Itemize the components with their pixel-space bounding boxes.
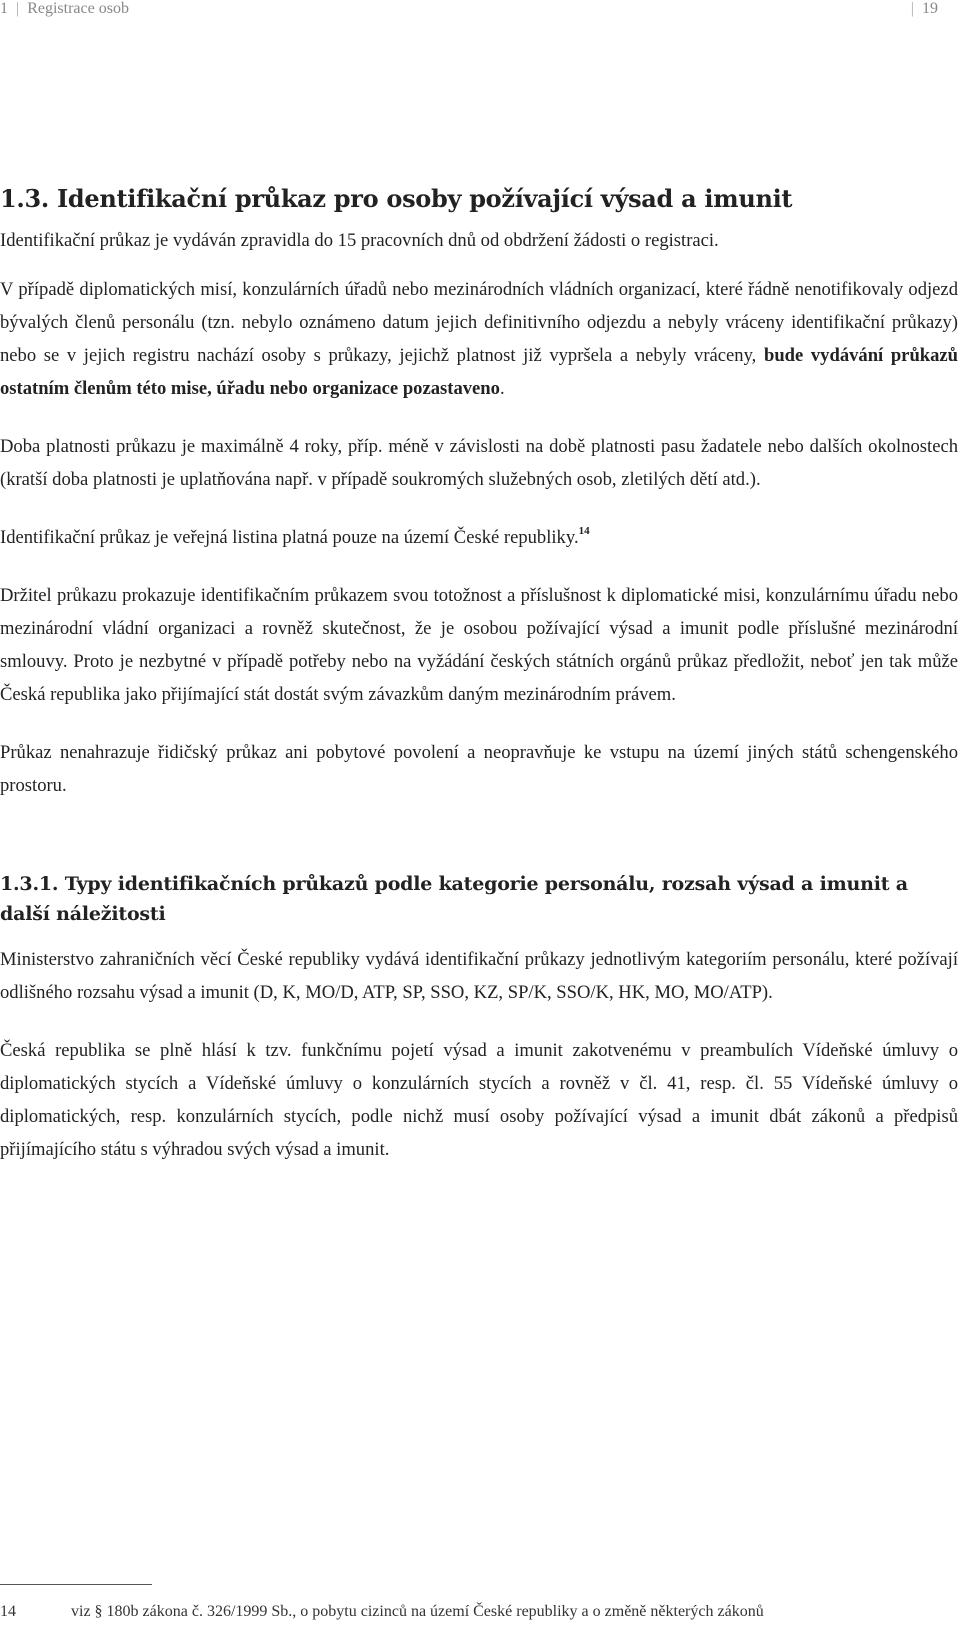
paragraph-not-replacing: Průkaz nenahrazuje řidičský průkaz ani pobytové povolení a neopravňuje ke vstupu na území jiných států schengenského prostoru. [0, 742, 958, 796]
section-heading-1-3: 1.3. Identifikační průkaz pro osoby požívající výsad a imunit [0, 184, 793, 213]
paragraph-public-document [0, 521, 958, 554]
header-separator: | [16, 0, 20, 17]
footnote-text: viz § 180b zákona č. 326/1999 Sb., o pobytu cizinců na území České republiky a o změně některých zákonů [71, 1603, 764, 1620]
header-chapter-number: 1 [0, 0, 8, 17]
suspension-end: . [499, 378, 505, 399]
header-chapter-info [0, 0, 129, 18]
page-number: 19 [922, 0, 938, 17]
paragraph-suspension [0, 273, 958, 405]
footnote-number: 14 [0, 1603, 16, 1620]
public-document-text: Identifikační průkaz je veřejná listina platná pouze na území České republiky. [0, 527, 579, 548]
paragraph-card-types: Ministerstvo zahraničních věcí České republiky vydává identifikační průkazy jednotlivým kategoriím personálu, které požívají odlišného rozsahu výsad a imunit (D, K, MO/D, ATP, SP, SSO, KZ, SP/K, SSO/K, HK, MO, MO/ATP). [0, 949, 958, 1003]
main-content [0, 182, 958, 1191]
paragraph-functional-concept: Česká republika se plně hlásí k tzv. funkčnímu pojetí výsad a imunit zakotvenému v preambulích Vídeňské úmluvy o diplomatických stycích a Vídeňské úmluvy o konzulárních stycích a rovněž v čl. 41, resp. čl. 55 Vídeňské úmluvy o diplomatických, resp. konzulárních stycích, podle nichž musí osoby požívající výsad a imunit dbát zákonů a předpisů přijímajícího státu s výhradou svých výsad a imunit. [0, 1040, 958, 1160]
paragraph-issuance-period: Identifikační průkaz je vydáván zpravidla do 15 pracovních dnů od obdržení žádosti o registraci. [0, 230, 719, 251]
header-separator: | [910, 0, 914, 17]
section-heading-1-3-1: 1.3.1. Typy identifikačních průkazů podle kategorie personálu, rozsah výsad a imunit a další náležitosti [0, 873, 908, 925]
header-page-info [903, 0, 938, 18]
header-section-title: Registrace osob [27, 0, 129, 17]
paragraph-validity: Doba platnosti průkazu je maximálně 4 roky, příp. méně v závislosti na době platnosti pasu žadatele nebo dalších okolnostech (kratší doba platnosti je uplatňována např. v případě soukromých služebných osob, zletilých dětí atd.). [0, 436, 958, 490]
running-header [0, 0, 960, 24]
suspension-text: V případě diplomatických misí, konzulárních úřadů nebo mezinárodních vládních organizací, které řádně nenotifikovaly odjezd bývalých členů personálu (tzn. nebylo oznámeno datum jejich definitivního odjezdu a nebyly vráceny identifikační průkazy) nebo se v jejich registru nachází osoby s průkazy, jejichž platnost již vypršela a nebyly vráceny, [0, 279, 958, 366]
paragraph-holder-proof: Držitel průkazu prokazuje identifikačním průkazem svou totožnost a příslušnost k diplomatické misi, konzulárnímu úřadu nebo mezinárodní vládní organizaci a rovněž skutečnost, že je osobou požívající výsad a imunit podle příslušné mezinárodní smlouvy. Proto je nezbytné v případě potřeby nebo na vyžádání českých státních orgánů průkaz předložit, neboť jen tak může Česká republika jako přijímající stát dostát svým závazkům daným mezinárodním právem. [0, 585, 958, 705]
section-spacer [0, 827, 958, 869]
footnote-reference[interactable]: 14 [578, 525, 590, 537]
suspension-emphasis: bude vydávání průkazů ostatním členům této mise, úřadu nebo organizace pozastaveno [0, 345, 959, 399]
footnote-divider [0, 1584, 152, 1585]
